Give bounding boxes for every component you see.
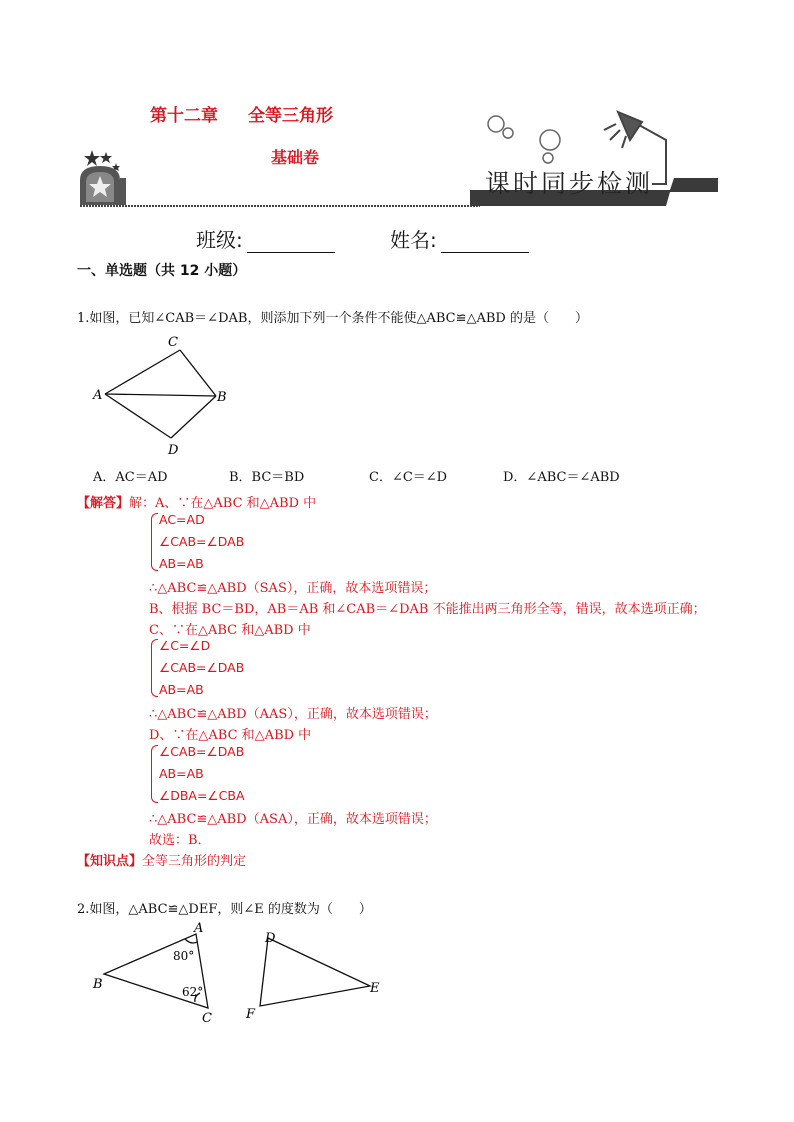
solution-line-c: C、∵在△ABC 和△ABD 中 — [149, 623, 311, 638]
angle-label-62: 62° — [182, 985, 204, 999]
name-label: 姓名: — [390, 228, 437, 252]
equation-line: AB=AB — [159, 766, 204, 781]
equation-line: AC=AD — [159, 512, 205, 527]
option-c[interactable]: C．∠C＝∠D — [369, 470, 448, 485]
angle-label-80: 80° — [173, 949, 195, 963]
figure-label-b: B — [217, 390, 227, 405]
answer-line: 故选：B． — [149, 833, 211, 848]
banner-text: 课时同步检测 — [485, 169, 654, 198]
star-icon — [84, 150, 100, 166]
figure2-label-e: E — [370, 981, 380, 996]
equation-line: ∠CAB=∠DAB — [159, 534, 245, 549]
star-icon — [100, 152, 112, 163]
figure2-label-c: C — [202, 1011, 212, 1026]
figure-label-d: D — [168, 443, 179, 458]
conclusion-d: ∴△ABC≌△ABD（ASA），正确，故本选项错误； — [149, 812, 437, 827]
name-field — [390, 224, 529, 253]
paper-subtitle: 基础卷 — [271, 148, 320, 167]
option-d[interactable]: D．∠ABC＝∠ABD — [503, 470, 620, 485]
equation-system-a — [151, 509, 244, 575]
figure2-label-f: F — [246, 1007, 256, 1022]
equation-system-d — [151, 741, 245, 807]
badge-icon — [80, 166, 126, 205]
class-blank[interactable] — [247, 234, 335, 253]
solution-tag: 【解答】 — [77, 496, 130, 511]
figure-label-a: A — [93, 388, 103, 403]
section-title: 一、单选题（共 12 小题） — [77, 263, 247, 279]
chapter-number: 第十二章 — [150, 106, 218, 126]
solution-line-a: 解：A、∵在△ABC 和△ABD 中 — [129, 496, 317, 511]
figure2-label-b: B — [93, 977, 103, 992]
knowledge-tag: 【知识点】 — [77, 854, 143, 869]
figure2-label-a: A — [194, 921, 204, 936]
equation-line: ∠CAB=∠DAB — [159, 744, 245, 759]
equation-line: AB=AB — [159, 556, 204, 571]
chapter-name: 全等三角形 — [248, 106, 333, 126]
equation-line: AB=AB — [159, 682, 204, 697]
name-blank[interactable] — [441, 234, 529, 253]
equation-system-c — [151, 635, 244, 701]
question-2-stem: 2.如图，△ABC≌△DEF，则∠E 的度数为（ ） — [77, 902, 372, 917]
figure-label-c: C — [168, 335, 178, 350]
bubbles-icon — [488, 116, 560, 163]
option-a[interactable]: A．AC＝AD — [93, 470, 168, 485]
knowledge-point — [77, 850, 246, 869]
chapter-title — [150, 101, 333, 126]
conclusion-c: ∴△ABC≌△ABD（AAS），正确，故本选项错误； — [149, 707, 437, 722]
question-1-figure — [88, 330, 238, 460]
conclusion-a: ∴△ABC≌△ABD（SAS），正确，故本选项错误； — [149, 581, 437, 596]
figure2-label-d: D — [265, 931, 276, 946]
class-field — [196, 224, 335, 253]
class-label: 班级: — [196, 228, 243, 252]
question-1-stem: 1.如图，已知∠CAB＝∠DAB，则添加下列一个条件不能使△ABC≌△ABD 的是（ ） — [77, 311, 588, 326]
knowledge-text: 全等三角形的判定 — [142, 854, 247, 869]
solution-line-b: B、根据 BC＝BD，AB＝AB 和∠CAB＝∠DAB 不能推出两三角形全等，错误，故本选项正确； — [149, 602, 706, 617]
equation-line: ∠CAB=∠DAB — [159, 660, 245, 675]
option-b[interactable]: B．BC＝BD — [229, 470, 305, 485]
question-2-figure — [88, 918, 388, 1028]
equation-line: ∠DBA=∠CBA — [159, 788, 245, 803]
equation-line: ∠C=∠D — [159, 638, 211, 653]
solution-line-d: D、∵在△ABC 和△ABD 中 — [149, 728, 312, 743]
